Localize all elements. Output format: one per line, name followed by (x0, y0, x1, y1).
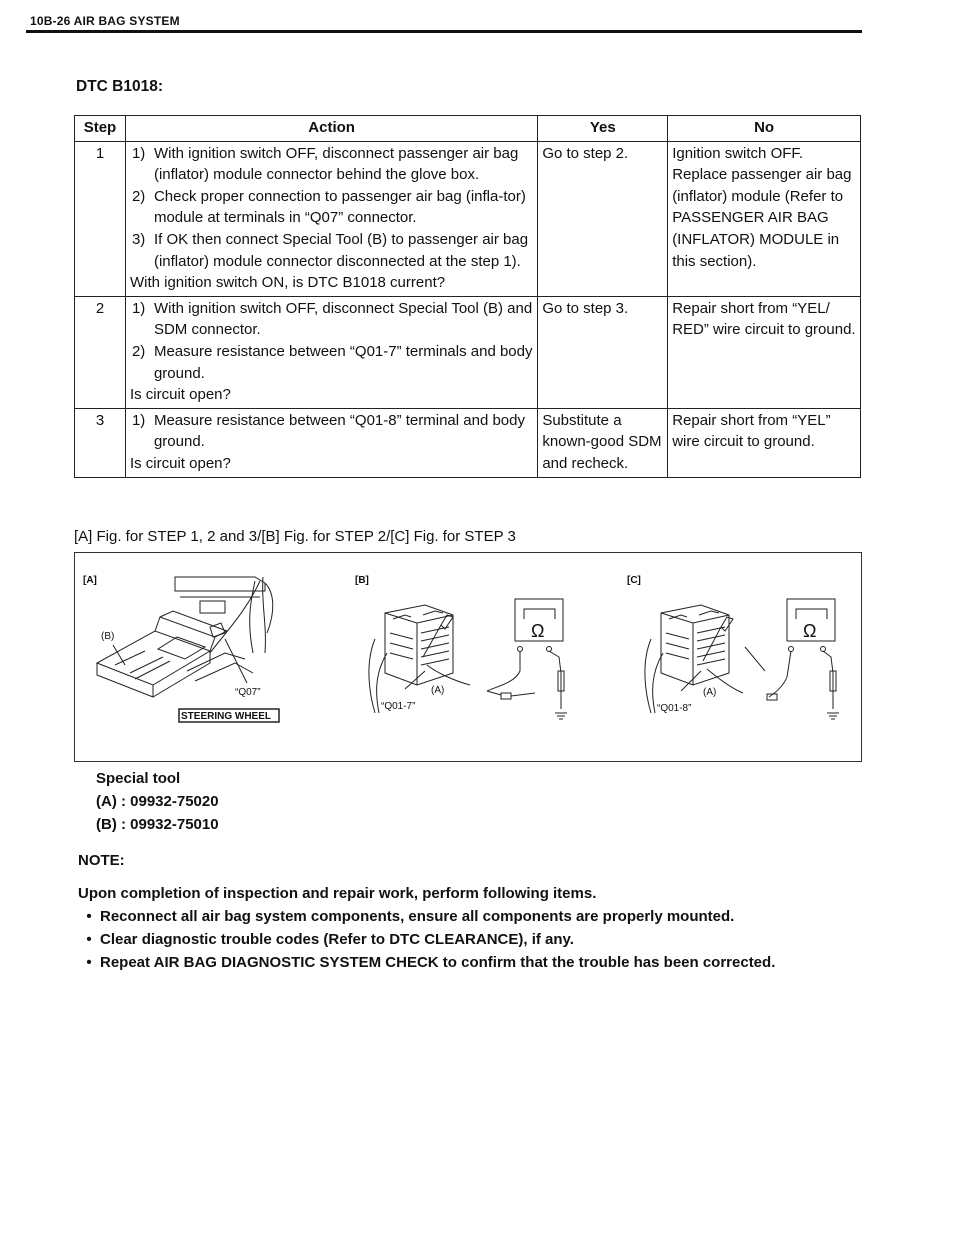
ohm-symbol-c: Ω (803, 621, 817, 641)
step-number: 3 (75, 408, 126, 477)
panel-a-drawing (97, 577, 279, 722)
special-tool-title: Special tool (96, 770, 181, 787)
action-item: 3) If OK then connect Special Tool (B) to passenger air bag (inflator) module connector disconnected at the step 1). (131, 230, 529, 270)
table-header-row (75, 116, 861, 142)
page-header: 10B-26 AIR BAG SYSTEM (30, 14, 180, 28)
label-q01-8: “Q01-8” (657, 703, 692, 714)
note-item: • Reconnect all air bag system components, ensure all components are properly mounted. (86, 908, 735, 925)
yes-cell: Go to step 2. (538, 141, 668, 296)
table-row (75, 408, 861, 477)
note-item: • Repeat AIR BAG DIAGNOSTIC SYSTEM CHECK to confirm that the trouble has been corrected. (86, 954, 776, 971)
note-item: • Clear diagnostic trouble codes (Refer to DTC CLEARANCE), if any. (86, 931, 574, 948)
yes-cell: Go to step 3. (538, 296, 668, 408)
note-intro: Upon completion of inspection and repair work, perform following items. (78, 885, 597, 902)
no-cell: Repair short from “YEL/ RED” wire circuit to ground. (668, 296, 861, 408)
dtc-title: DTC B1018: (76, 78, 163, 95)
action-item: 2) Check proper connection to passenger air bag (infla-tor) module at terminals in “Q07” connector. (131, 187, 526, 227)
note-block (78, 849, 878, 974)
table-row (75, 141, 861, 296)
action-cell (125, 296, 537, 408)
action-item: 1) With ignition switch OFF, disconnect passenger air bag (inflator) module connector behind the glove box. (131, 144, 519, 184)
special-tool-a: (A) : 09932-75020 (96, 793, 219, 810)
label-panel-a: [A] (83, 575, 97, 586)
figure-box (74, 552, 862, 762)
table-row (75, 296, 861, 408)
label-tool-a-c: (A) (703, 687, 717, 698)
label-tool-b: (B) (101, 631, 115, 642)
action-cell (125, 141, 537, 296)
note-title: NOTE: (78, 852, 125, 869)
no-cell: Ignition switch OFF. Replace passenger air bag (inflator) module (Refer to PASSENGER AIR BAG (INFLATOR) MODULE in this section). (668, 141, 861, 296)
header-rule (26, 30, 862, 33)
ohm-symbol-b: Ω (531, 621, 545, 641)
step-number: 2 (75, 296, 126, 408)
action-item: 2) Measure resistance between “Q01-7” terminals and body ground. (131, 342, 533, 382)
col-header-step: Step (75, 116, 126, 142)
figure-illustration (75, 553, 861, 761)
action-cell (125, 408, 537, 477)
col-header-yes: Yes (538, 116, 668, 142)
no-cell: Repair short from “YEL” wire circuit to ground. (668, 408, 861, 477)
figure-caption: [A] Fig. for STEP 1, 2 and 3/[B] Fig. for STEP 2/[C] Fig. for STEP 3 (74, 528, 516, 545)
special-tool-block (96, 767, 219, 836)
label-q07: “Q07” (235, 687, 261, 698)
diagnosis-table (74, 115, 861, 478)
action-item: 1) With ignition switch OFF, disconnect Special Tool (B) and SDM connector. (131, 299, 533, 339)
label-steering-wheel: STEERING WHEEL (181, 711, 272, 722)
label-tool-a-b: (A) (431, 685, 445, 696)
action-question: Is circuit open? (129, 386, 231, 404)
col-header-no: No (668, 116, 861, 142)
col-header-action: Action (125, 116, 537, 142)
label-panel-c: [C] (627, 575, 641, 586)
special-tool-b: (B) : 09932-75010 (96, 816, 219, 833)
panel-c-drawing (645, 599, 839, 719)
label-q01-7: “Q01-7” (381, 701, 416, 712)
action-question: With ignition switch ON, is DTC B1018 current? (129, 274, 446, 292)
step-number: 1 (75, 141, 126, 296)
yes-cell: Substitute a known-good SDM and recheck. (538, 408, 668, 477)
action-question: Is circuit open? (129, 454, 231, 472)
action-item: 1) Measure resistance between “Q01-8” terminal and body ground. (131, 411, 525, 451)
label-panel-b: [B] (355, 575, 369, 586)
